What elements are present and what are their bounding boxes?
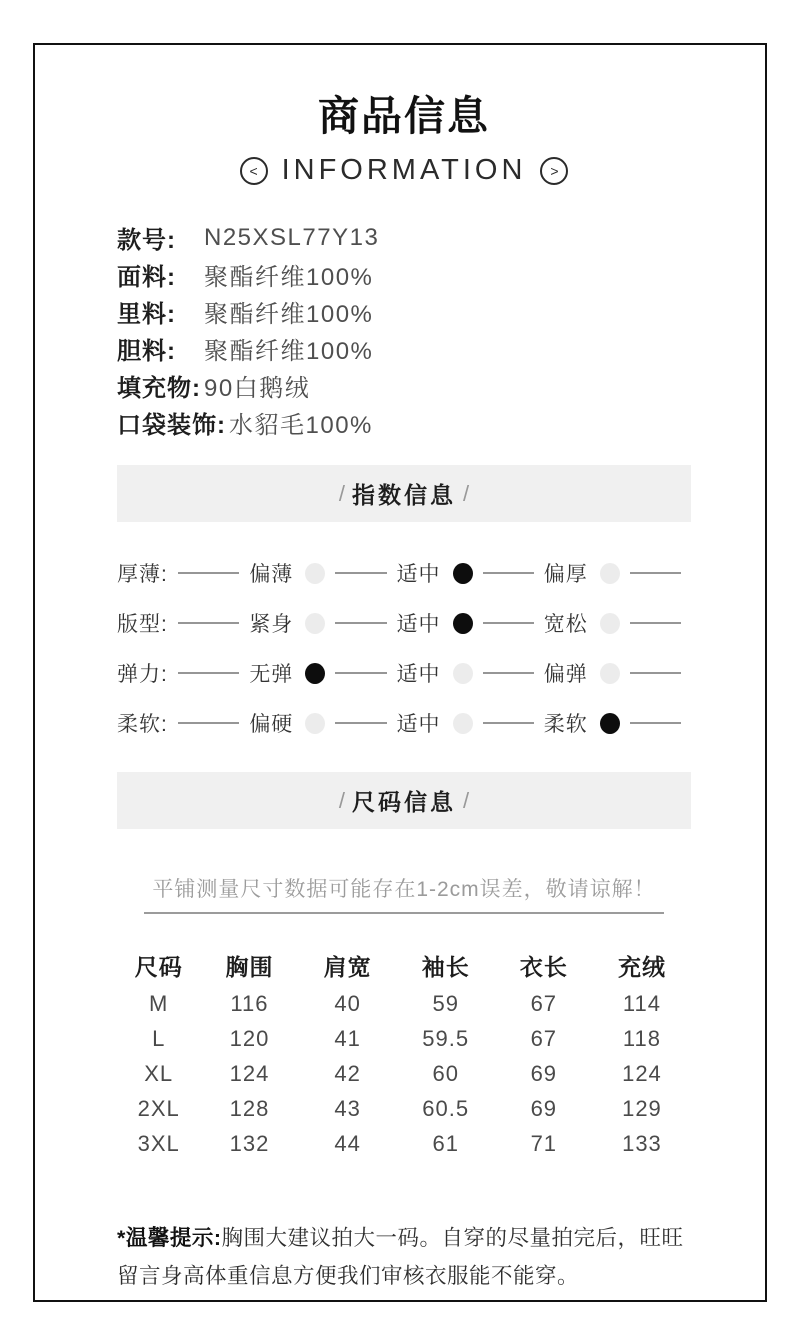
index-option-label: 适中 [396,613,441,636]
index-option-dot [305,613,325,634]
index-option-dot [305,663,325,684]
index-line [335,622,386,624]
table-cell: 3XL [137,1130,180,1156]
index-option-dot [600,563,620,584]
table-cell: 118 [622,1025,661,1051]
circle-left-arrow-icon: < [240,157,268,185]
table-cell: 129 [622,1095,662,1121]
attribute-value: 90白鹅绒 [204,375,311,402]
table-cell: XL [144,1060,174,1086]
table-cell: 124 [622,1060,662,1086]
table-row-xl [117,1056,691,1091]
table-row-3xl [117,1126,691,1161]
attribute-value: N25XSL77Y13 [204,223,380,251]
attribute-row-interlining [117,330,691,367]
table-cell: 120 [229,1025,270,1051]
table-cell: 60.5 [422,1095,470,1121]
product-info-card [33,43,767,1302]
index-line [630,722,681,724]
index-option-dot [453,613,473,634]
size-note-wrap [117,873,691,914]
index-option-label: 适中 [396,713,441,736]
index-line [335,672,386,674]
section-header-size [117,772,691,829]
index-option-dot [600,663,620,684]
attribute-value: 水貂毛100% [229,412,373,439]
table-cell: 2XL [137,1095,180,1121]
attribute-label: 胆料: [117,338,176,365]
index-line [178,722,239,724]
table-header-cell: 衣长 [519,953,568,980]
table-cell: M [149,990,169,1016]
slash-decoration: / [463,787,470,813]
page-title: 商品信息 [318,93,490,139]
index-option-label: 偏弹 [543,663,588,686]
index-line [335,572,386,574]
index-option-label: 无弹 [249,663,294,686]
warm-tip [117,1219,691,1295]
index-option-label: 偏薄 [249,563,294,586]
index-line [630,572,681,574]
information-subtitle [117,154,691,187]
index-line [335,722,386,724]
attribute-label: 填充物: [117,375,201,402]
size-measure-note: 平铺测量尺寸数据可能存在1-2cm误差，敬请谅解！ [144,873,663,914]
attribute-value: 聚酯纤维100% [204,264,374,291]
index-line [630,622,681,624]
slash-decoration: / [463,480,470,506]
table-cell: 133 [622,1130,662,1156]
table-header-cell: 充绒 [617,953,666,980]
table-header-cell: 尺码 [134,953,183,980]
table-cell: 43 [334,1095,361,1121]
attribute-value: 聚酯纤维100% [204,338,374,365]
table-cell: 69 [530,1060,558,1086]
index-option-label: 偏厚 [543,563,588,586]
attribute-row-filling [117,367,691,404]
table-cell: 124 [229,1060,270,1086]
index-option-label: 宽松 [543,613,588,636]
attribute-row-lining [117,293,691,330]
index-option-dot [600,713,620,734]
subtitle-text: INFORMATION [281,154,527,186]
index-row-label: 柔软: [117,713,168,736]
table-cell: 132 [229,1130,270,1156]
index-row-softness [117,698,691,748]
table-row-2xl [117,1091,691,1126]
table-cell: 60 [432,1060,459,1086]
table-cell: 41 [334,1025,361,1051]
index-option-dot [600,613,620,634]
table-cell: 69 [530,1095,558,1121]
index-option-label: 适中 [396,663,441,686]
index-option-label: 偏硬 [249,713,294,736]
index-line [178,622,239,624]
index-line [483,572,534,574]
index-option-label: 适中 [396,563,441,586]
index-row-label: 弹力: [117,663,168,686]
section-title-size: 尺码信息 [352,789,456,815]
index-option-label: 紧身 [249,613,294,636]
table-cell: 44 [334,1130,361,1156]
index-line [178,572,239,574]
warm-tip-label: *温馨提示: [117,1226,222,1250]
warm-tip-text: 胸围大建议拍大一码。自穿的尽量拍完后，旺旺留言身高体重信息方便我们审核衣服能不能穿。 [117,1226,684,1288]
attribute-value: 聚酯纤维100% [204,301,374,328]
table-cell: 67 [530,1025,558,1051]
slash-decoration: / [338,480,345,506]
attribute-label: 里料: [117,301,176,328]
table-cell: 59 [432,990,459,1016]
index-row-stretch [117,648,691,698]
table-cell: L [152,1025,166,1051]
section-title-index: 指数信息 [352,482,456,508]
attribute-row-pocket-trim [117,404,691,441]
table-cell: 67 [530,990,558,1016]
slash-decoration: / [338,787,345,813]
index-option-dot [305,563,325,584]
index-line [483,722,534,724]
attribute-label: 口袋装饰: [117,412,226,439]
table-header-cell: 袖长 [421,953,470,980]
table-header-cell: 肩宽 [323,953,372,980]
index-row-label: 版型: [117,613,168,636]
table-cell: 71 [530,1130,558,1156]
attribute-label: 面料: [117,264,176,291]
index-line [630,672,681,674]
table-cell: 42 [334,1060,361,1086]
index-option-label: 柔软 [543,713,588,736]
index-option-dot [305,713,325,734]
index-option-dot [453,713,473,734]
attribute-row-shell-fabric [117,256,691,293]
table-cell: 114 [622,990,661,1016]
table-header-cell: 胸围 [225,953,274,980]
index-line [178,672,239,674]
table-cell: 61 [432,1130,459,1156]
index-row-label: 厚薄: [117,563,168,586]
index-line [483,622,534,624]
circle-right-arrow-icon: > [540,157,568,185]
table-row-l [117,1021,691,1056]
table-cell: 59.5 [422,1025,470,1051]
attribute-label: 款号: [117,227,176,254]
table-row-m [117,986,691,1021]
attribute-row-style-no [117,219,691,256]
table-header-row [117,944,691,986]
index-row-fit [117,598,691,648]
table-cell: 40 [334,990,361,1016]
index-line [483,672,534,674]
index-rating-list [117,548,691,748]
table-cell: 116 [230,990,269,1016]
index-row-thickness [117,548,691,598]
table-cell: 128 [229,1095,270,1121]
index-option-dot [453,563,473,584]
index-option-dot [453,663,473,684]
attribute-list [117,219,691,441]
section-header-index [117,465,691,522]
size-table [117,944,691,1161]
